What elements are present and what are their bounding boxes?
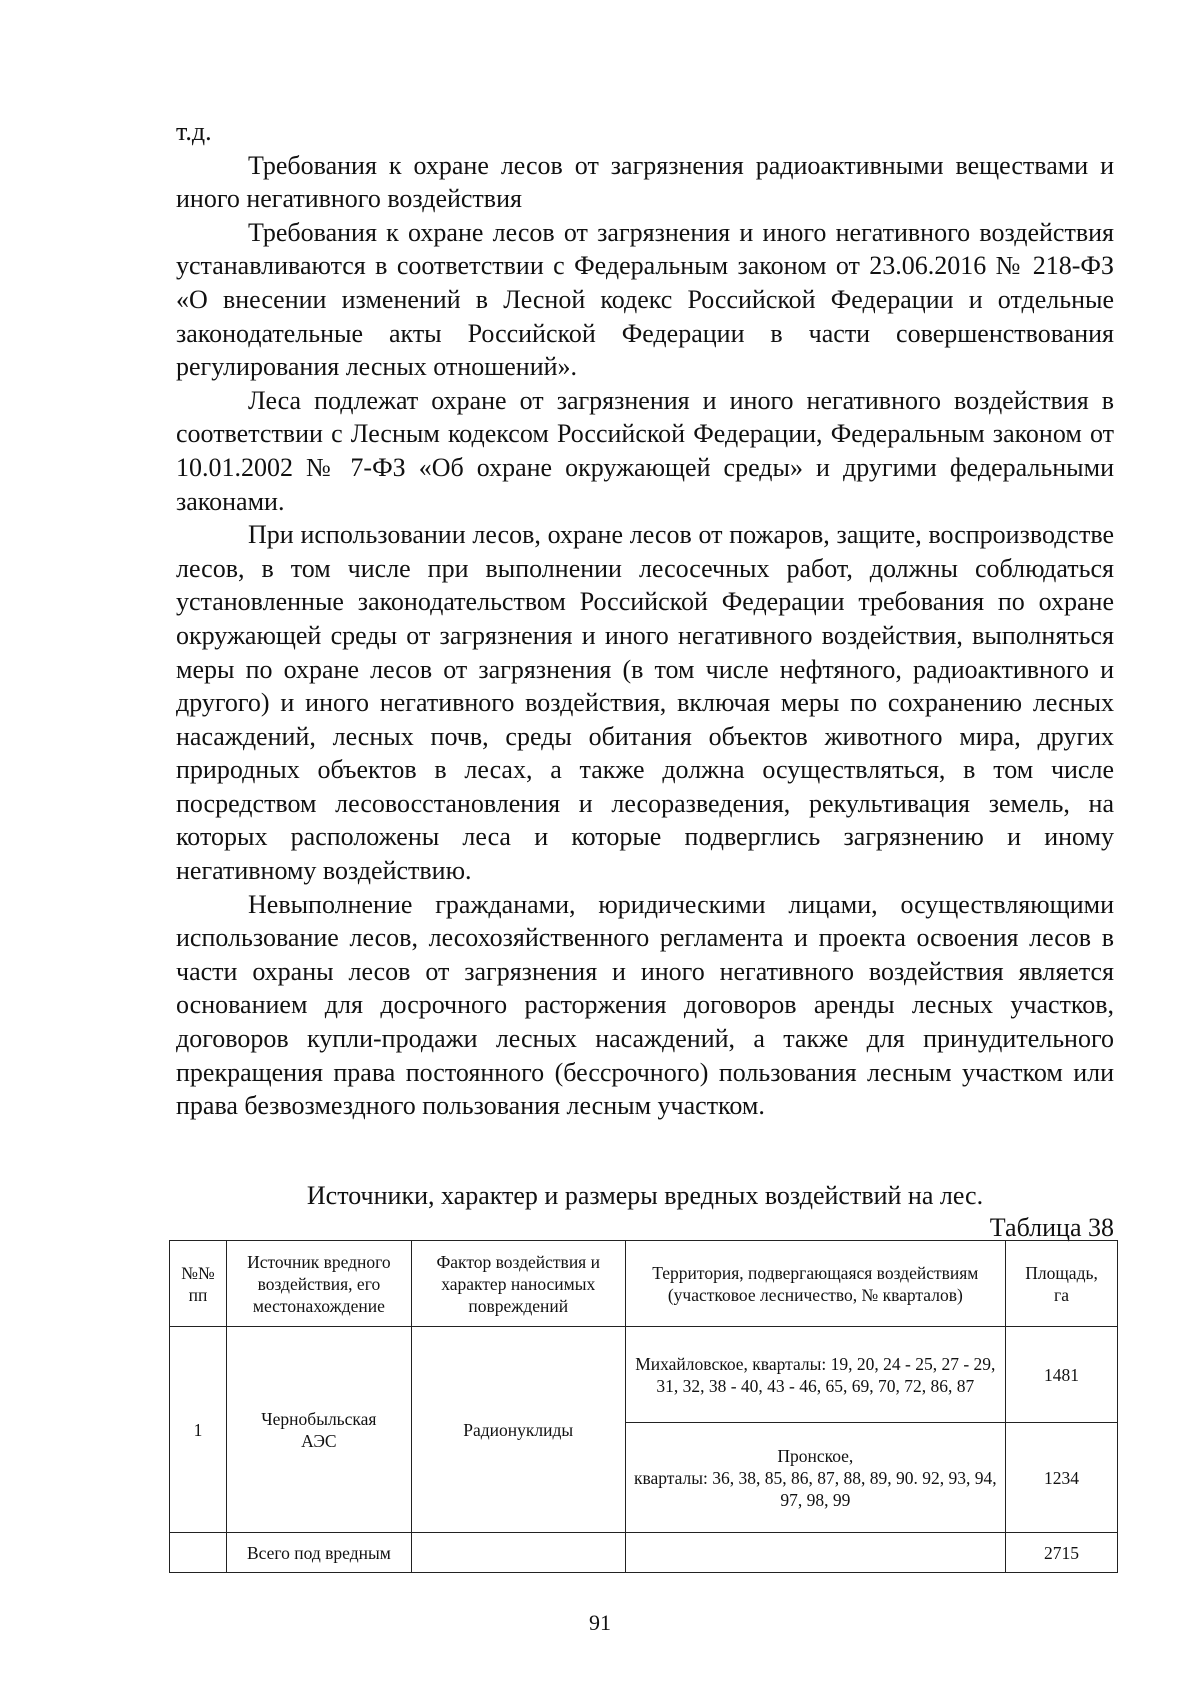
cell-empty (411, 1533, 625, 1573)
header-area: Площадь, га (1006, 1241, 1118, 1327)
cell-territory: Пронское, кварталы: 36, 38, 85, 86, 87, 88, 89, 90. 92, 93, 94, 97, 98, 99 (625, 1423, 1005, 1533)
table-title: Источники, характер и размеры вредных воздействий на лес. (306, 1181, 984, 1210)
table-number: Таблица 38 (989, 1213, 1114, 1242)
cell-source: Чернобыльская АЭС (226, 1327, 411, 1533)
cell-territory: Михайловское, кварталы: 19, 20, 24 - 25, 27 - 29, 31, 32, 38 - 40, 43 - 46, 65, 69, 70, 72, 86, 87 (625, 1327, 1005, 1423)
table-row (170, 1327, 1118, 1423)
impact-table (169, 1240, 1118, 1573)
header-source: Источник вредного воздействия, его местонахождение (226, 1241, 411, 1327)
header-territory: Территория, подвергающаяся воздействиям (участковое лесничество, № кварталов) (625, 1241, 1005, 1327)
table-caption (176, 1180, 1114, 1244)
cell-area: 1234 (1006, 1423, 1118, 1533)
table-total-row (170, 1533, 1118, 1573)
header-num: №№ пп (170, 1241, 227, 1327)
cell-empty (170, 1533, 227, 1573)
total-area: 2715 (1006, 1533, 1118, 1573)
paragraph-fragment: т.д. (176, 117, 212, 146)
paragraph: Леса подлежат охране от загрязнения и иного негативного воздействия в соответствии с Лесным кодексом Российской Федерации, Федеральным законом от 10.01.2002 № 7-ФЗ «Об охране окружающей среды» и другими федеральными законами. (176, 385, 1114, 516)
body-text (176, 115, 1114, 1123)
paragraph: При использовании лесов, охране лесов от пожаров, защите, воспроизводстве лесов, в том числе при выполнении лесосечных работ, должны соблюдаться установленные законодательством Российской Федерации требования по охране окружающей среды от загрязнения и иного негативного воздействия, выполняться меры по охране лесов от загрязнения (в том числе нефтяного, радиоактивного и другого) и иного негативного воздействия, включая меры по сохранению лесных насаждений, лесных почв, среды обитания объектов животного мира, других природных объектов в лесах, а также должна осуществляться, в том числе посредством лесовосстановления и лесоразведения, рекультивация земель, на которых расположены леса и которые подверглись загрязнению и иному негативному воздействию. (176, 520, 1114, 886)
cell-area: 1481 (1006, 1327, 1118, 1423)
cell-factor: Радионуклиды (411, 1327, 625, 1533)
paragraph: Требования к охране лесов от загрязнения и иного негативного воздействия устанавливаются в соответствии с Федеральным законом от 23.06.2016 № 218-ФЗ «О внесении изменений в Лесной кодекс Российской Федерации и отдельные законодательные акты Российской Федерации в части совершенствования регулирования лесных отношений». (176, 217, 1114, 382)
total-label: Всего под вредным (226, 1533, 411, 1573)
table-header-row (170, 1241, 1118, 1327)
section-heading: Требования к охране лесов от загрязнения радиоактивными веществами и иного негативного воздействия (176, 150, 1114, 214)
page-number: 91 (589, 1610, 611, 1635)
cell-num: 1 (170, 1327, 227, 1533)
header-factor: Фактор воздействия и характер наносимых повреждений (411, 1241, 625, 1327)
paragraph: Невыполнение гражданами, юридическими лицами, осуществляющими использование лесов, лесохозяйственного регламента и проекта освоения лесов в части охраны лесов от загрязнения и иного негативного воздействия является основанием для досрочного расторжения договоров аренды лесных участков, договоров купли-продажи лесных насаждений, а также для принудительного прекращения права постоянного (бессрочного) пользования лесным участком или права безвозмездного пользования лесным участком. (176, 889, 1114, 1121)
cell-empty (625, 1533, 1005, 1573)
